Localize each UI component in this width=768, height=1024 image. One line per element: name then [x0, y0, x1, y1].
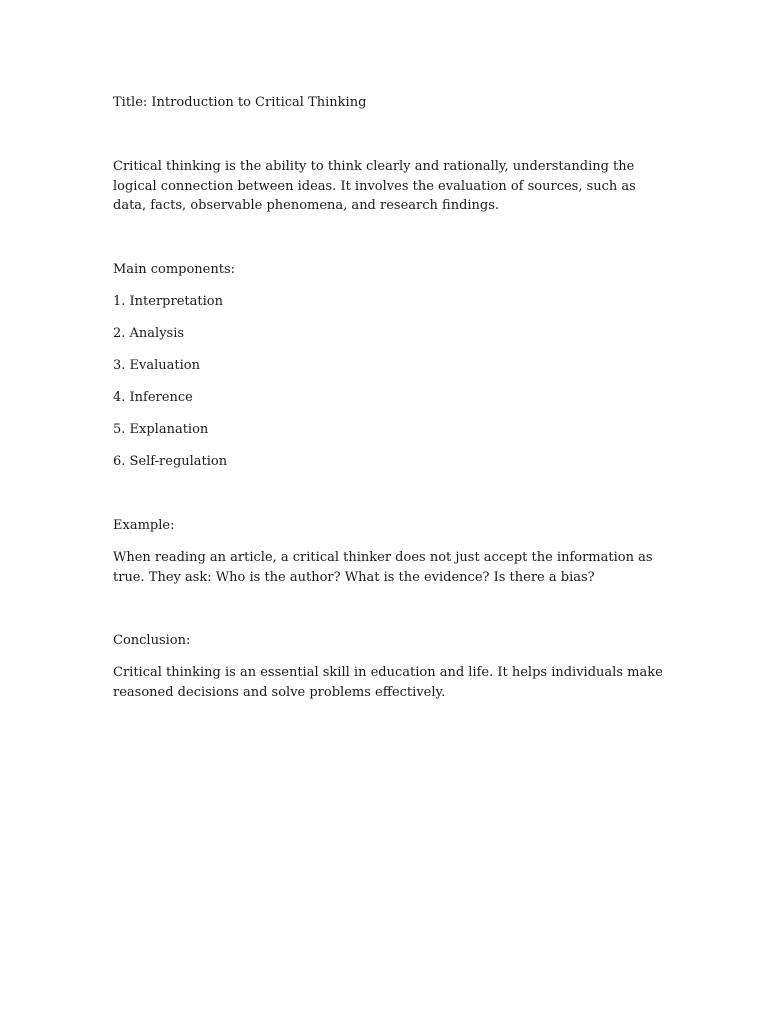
list-item: 6. Self-regulation	[113, 454, 228, 469]
document-title: Title: Introduction to Critical Thinking	[113, 95, 367, 110]
components-heading: Main components:	[113, 262, 236, 277]
list-item: 5. Explanation	[113, 422, 209, 437]
list-item: 2. Analysis	[113, 326, 185, 341]
example-paragraph: When reading an article, a critical thinker does not just accept the information as true. They ask: Who is the author? What is the evidence? Is there a bias?	[113, 550, 653, 585]
intro-paragraph: Critical thinking is the ability to think clearly and rationally, understanding the logical connection between ideas. It involves the evaluation of sources, such as data, facts, observable phenomena, and research findings.	[113, 159, 636, 213]
conclusion-paragraph: Critical thinking is an essential skill in education and life. It helps individuals make reasoned decisions and solve problems effectively.	[113, 665, 663, 700]
list-item: 4. Inference	[113, 390, 193, 405]
conclusion-heading: Conclusion:	[113, 633, 191, 648]
example-heading: Example:	[113, 518, 175, 533]
list-item: 1. Interpretation	[113, 294, 223, 309]
components-list	[113, 292, 673, 484]
list-item: 3. Evaluation	[113, 358, 200, 373]
